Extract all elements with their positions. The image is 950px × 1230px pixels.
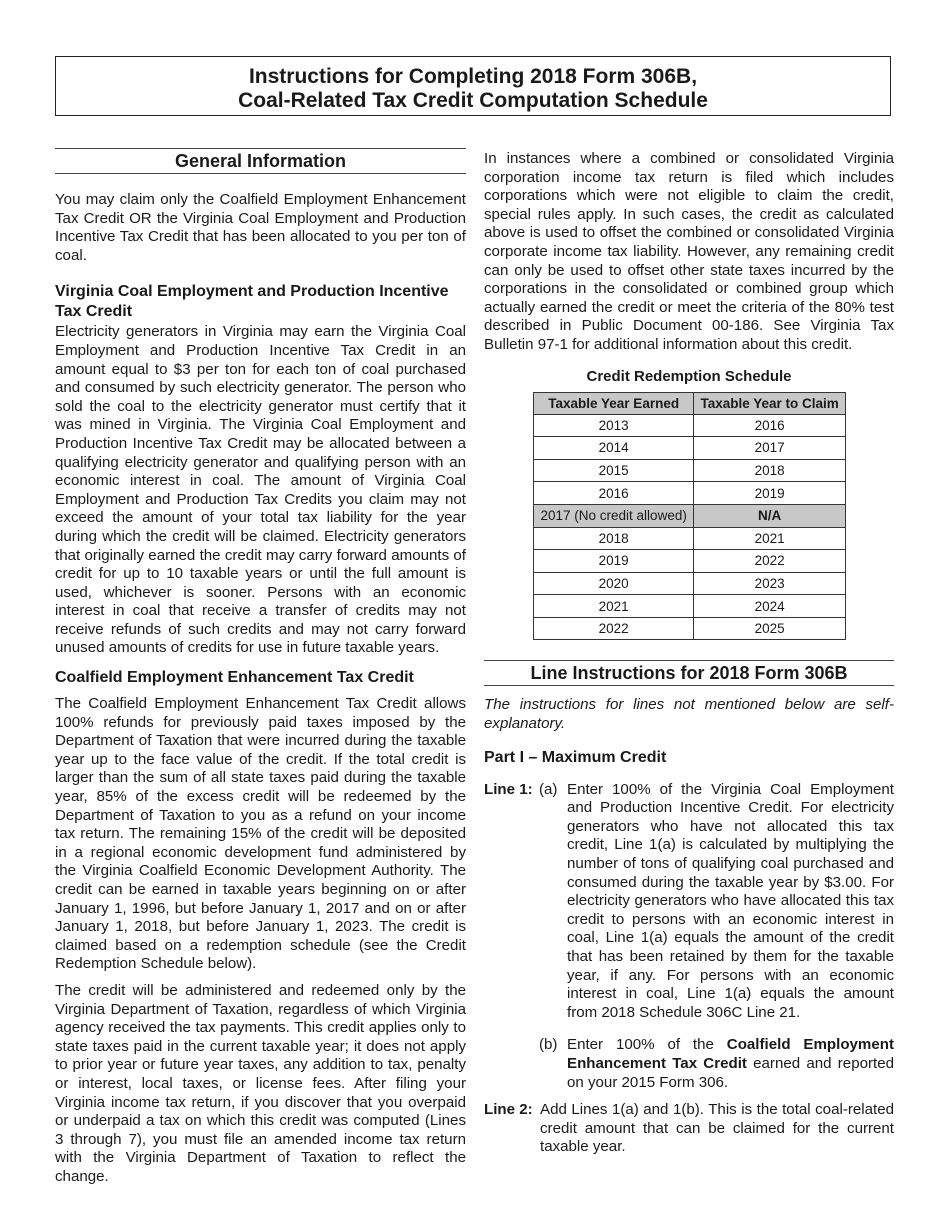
vcep-heading: Virginia Coal Employment and Production Incentive Tax Credit (55, 283, 449, 321)
header-taxable-year-to-claim: Taxable Year to Claim (694, 392, 846, 414)
table-row (534, 414, 846, 437)
year-to-claim-cell: 2022 (694, 550, 846, 573)
ceetc-heading: Coalfield Employment Enhancement Tax Credit (55, 669, 414, 687)
year-earned-cell: 2014 (534, 437, 694, 460)
year-earned-cell: 2018 (534, 527, 694, 550)
line1b-pre: Enter 100% of the (567, 1036, 727, 1054)
line1b-post: earned and reported on your 2015 Form 306. (567, 1054, 894, 1091)
line-instructions-note: The instructions for lines not mentioned below are self-explanatory. (484, 696, 894, 733)
year-earned-cell: 2015 (534, 459, 694, 482)
line1a-text: Enter 100% of the Virginia Coal Employment and Production Incentive Credit. For electricity generators who have not allocated this tax credit, Line 1(a) is calculated by multiplying the number of tons of qualifying coal purchased and consumed during the taxable year by $3.00. For electricity generators who have allocated this tax credit to persons with an economic interest in coal, Line 1(a) equals the amount of the credit that has been retained by them for the taxable year, if any. For persons with an economic interest in coal, Line 1(a) equals the amount from 2018 Schedule 306C Line 21. (567, 780, 894, 1021)
year-earned-cell: 2017 (No credit allowed) (534, 504, 694, 527)
vcep-paragraph: Electricity generators in Virginia may earn the Virginia Coal Employment and Production Incentive Tax Credit in an amount equal to $3 per ton for each ton of coal purchased and consumed by such electricity generator. The person who sold the coal to the electricity generator must certify that it was mined in Virginia. The Virginia Coal Employment and Production Incentive Tax Credit may be allocated between a qualifying electricity generator and qualifying person with an economic interest in coal. The amount of Virginia Coal Employment and Production Tax Credits you claim may not exceed the amount of your total tax liability for the year during which the credit will be claimed. Electricity generators that originally earned the credit may carry forward amounts of credit for up to 10 taxable years or until the full amount is used, whichever is sooner. Persons with an economic interest in coal that receive a transfer of credits may not receive refunds of such credits and may not carry forward unused amounts of credits for use in future taxable years. (55, 323, 466, 657)
line1a-marker: (a) (539, 780, 558, 798)
year-to-claim-cell: 2024 (694, 595, 846, 618)
line1b-text (567, 1036, 894, 1092)
year-to-claim-cell: N/A (694, 504, 846, 527)
year-to-claim-cell: 2021 (694, 527, 846, 550)
line1b-instruction (484, 1036, 894, 1092)
year-earned-cell: 2016 (534, 482, 694, 505)
document-title-line2: Coal-Related Tax Credit Computation Schedule (238, 89, 708, 112)
table-row (534, 527, 846, 550)
year-to-claim-cell: 2016 (694, 414, 846, 437)
document-title-line1: Instructions for Completing 2018 Form 306B, (248, 65, 698, 88)
year-earned-cell: 2019 (534, 550, 694, 573)
year-to-claim-cell: 2018 (694, 459, 846, 482)
header-taxable-year-earned: Taxable Year Earned (534, 392, 694, 414)
table-row (534, 459, 846, 482)
table-row (534, 595, 846, 618)
year-earned-cell: 2021 (534, 595, 694, 618)
schedule-title: Credit Redemption Schedule (586, 367, 792, 385)
ceetc-paragraph-2: The credit will be administered and redeemed only by the Virginia Department of Taxation, regardless of which Virginia agency received the tax payments. This credit applies only to state taxes paid in the current taxable year; it does not apply to prior year or future year taxes, any addition to tax, penalty or interest, local taxes, or license fees. After filing your Virginia income tax return, if you discover that you overpaid or underpaid a tax on which this credit was computed (Lines 3 through 7), you must file an amended income tax return with the Virginia Department of Taxation to reflect the change. (55, 981, 466, 1185)
table-row (534, 550, 846, 573)
ceetc-paragraph-1: The Coalfield Employment Enhancement Tax Credit allows 100% refunds for previously paid taxes imposed by the Department of Taxation that were incurred during the taxable year up to the face value of the credit. If the total credit is larger than the sum of all state taxes paid during the taxable year, 85% of the excess credit will be redeemed by the Department of Taxation to you as a refund on your income tax return. The remaining 15% of the credit will be deposited in a regional economic development fund administered by the Virginia Coalfield Economic Development Authority. The credit can be earned in taxable years beginning on or after January 1, 1996, but before January 1, 2017 and on or after January 1, 2018, but before January 1, 2023. The credit is claimed based on a redemption schedule (see the Credit Redemption Schedule below). (55, 695, 466, 973)
table-row (534, 482, 846, 505)
year-to-claim-cell: 2023 (694, 572, 846, 595)
left-column (55, 148, 466, 1187)
credit-redemption-schedule-table (533, 392, 846, 641)
year-to-claim-cell: 2025 (694, 617, 846, 640)
line2-instruction (484, 1101, 894, 1157)
line1a-instruction (484, 781, 894, 1023)
year-to-claim-cell: 2019 (694, 482, 846, 505)
table-row (534, 572, 846, 595)
line1b-marker: (b) (539, 1036, 558, 1054)
general-intro-paragraph: You may claim only the Coalfield Employment Enhancement Tax Credit OR the Virginia Coal Employment and Production Incentive Tax Credit that has been allocated to you per ton of coal. (55, 191, 466, 264)
line-instructions-heading: Line Instructions for 2018 Form 306B (484, 660, 894, 686)
year-earned-cell: 2013 (534, 414, 694, 437)
year-earned-cell: 2020 (534, 572, 694, 595)
document-title-box (55, 56, 891, 116)
line1b-bold: Coalfield Employment Enhancement Tax Credit (567, 1036, 894, 1072)
general-information-heading: General Information (55, 148, 466, 174)
table-row (534, 617, 846, 640)
table-row (534, 437, 846, 460)
right-column (484, 148, 894, 1157)
combined-return-paragraph: In instances where a combined or consolidated Virginia corporation income tax return is filed which includes corporations which were not eligible to claim the credit, special rules apply. In such cases, the credit as calculated above is used to offset the combined or consolidated Virginia corporate income tax liability. However, any remaining credit can only be used to offset other state taxes incurred by the corporations in the consolidated or combined group which actually earned the credit or meet the criteria of the 80% test described in Public Document 00-186. See Virginia Tax Bulletin 97-1 for additional information about this credit. (484, 150, 894, 353)
year-to-claim-cell: 2017 (694, 437, 846, 460)
part1-heading: Part I – Maximum Credit (484, 748, 667, 766)
year-earned-cell: 2022 (534, 617, 694, 640)
schedule-header-row (534, 392, 846, 414)
line1-label: Line 1: (484, 780, 533, 798)
line2-text: Add Lines 1(a) and 1(b). This is the total coal-related credit amount that can be claimed for the current taxable year. (540, 1101, 894, 1156)
table-row-no-credit (534, 504, 846, 527)
line2-label: Line 2: (484, 1101, 533, 1119)
